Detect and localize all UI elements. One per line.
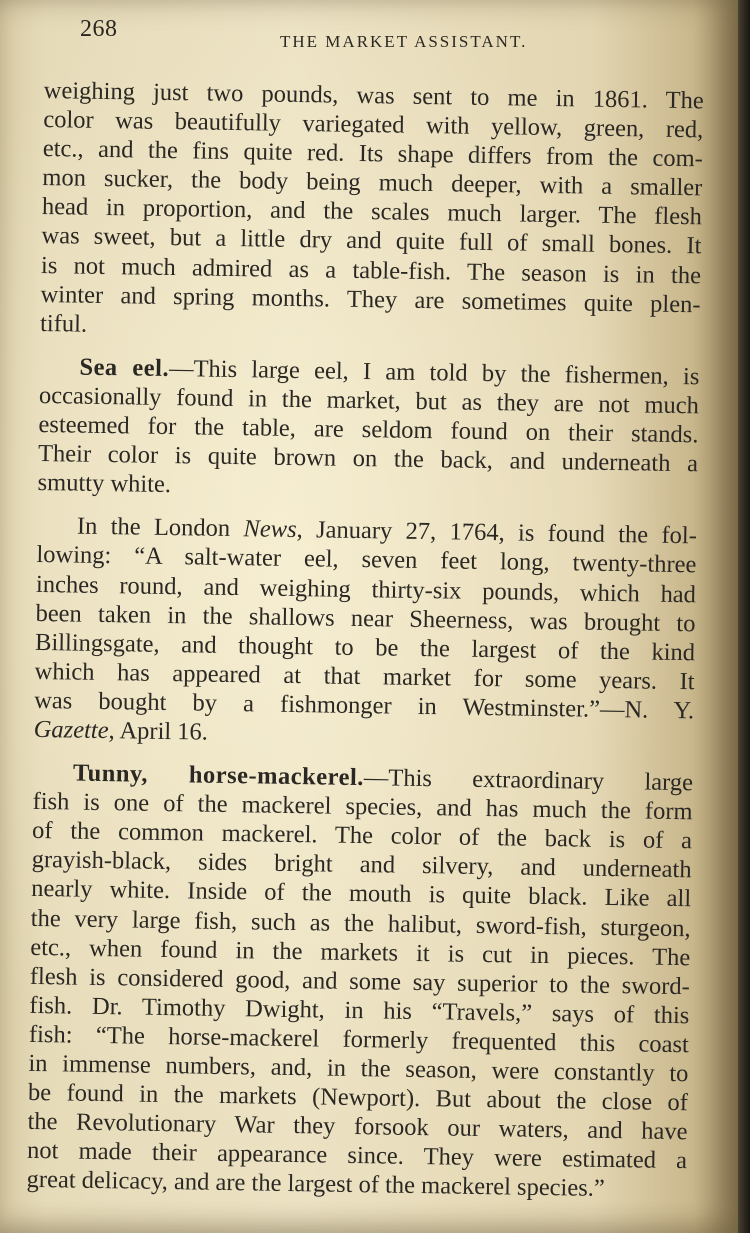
text-line: flesh is considered good, and some say superior to the sword- [29,962,690,1000]
text-line: mon sucker, the body being much deeper, with a smaller [42,164,703,202]
paragraph-london-news [34,511,698,754]
page-header [80,14,700,54]
text-line: be found in the markets (Newport). But about the close of [27,1078,689,1117]
text-line: is not much admired as a table-fish. The season is in the [40,251,702,289]
text-line: fish: “The horse-mackerel formerly frequented this coast [28,1020,690,1059]
text-line: esteemed for the table, are seldom found on their stands. [38,410,699,449]
text-line: winter and spring months. They are sometimes quite plen- [40,280,701,318]
text-line: in immense numbers, and, in the season, were constantly to [28,1049,689,1088]
text-line: fish is one of the mackerel species, and has much the form [32,788,693,826]
text-run: , April 16. [108,717,209,746]
text-line: tiful. [39,309,88,338]
entry-heading-tunny: Tunny, horse-mackerel. [72,759,365,792]
text-line: etc., when found in the markets it is cut in pieces. The [30,933,691,971]
text-line: fish. Dr. Timothy Dwight, in his “Travels,” says of this [29,991,690,1030]
paragraph-tunny [26,758,693,1205]
text-line: of the common mackerel. The color of the back is of a [31,817,693,855]
text-line: occasionally found in the market, but as they are not much [38,381,700,420]
running-head: THE MARKET ASSISTANT. [280,32,528,51]
text-line: head in proportion, and the scales much larger. The flesh [41,193,703,231]
text-run: , January 27, 1764, is found the fol- [296,516,698,550]
text-line: Their color is quite brown on the back, and underneath a [37,440,699,478]
page-number: 268 [80,16,118,42]
book-binding-edge [738,0,750,1233]
text-line: Billingsgate, and thought to be the largest of the kind [34,628,696,666]
text-line: was sweet, but a little dry and quite full of small bones. It [41,222,702,260]
text-run: —This large eel, I am told by the fishermen, is [168,354,700,391]
text-line: been taken in the shallows near Sheerness, was brought to [35,599,696,637]
text-line: etc., and the fins quite red. Its shape differs from the com- [42,135,703,173]
body-text [26,76,703,1205]
text-line: weighing just two pounds, was sent to me in 1861. The [43,76,704,115]
text-line: smutty white. [37,469,172,499]
text-line: was bought by a fishmonger in Westminster.”—N. Y. [33,686,695,725]
paragraph-sucker-continued [40,76,704,348]
text-run: In the London [76,512,244,543]
text-line: grayish-black, sides bright and silvery, and underneath [31,846,692,884]
text-line: color was beautifully variegated with yellow, green, red, [43,106,704,144]
text-line: nearly white. Inside of the mouth is quite black. Like all [31,875,692,913]
publication-title: News [243,515,297,544]
text-line: lowing: “A salt-water eel, seven feet long, twenty-three [36,541,697,579]
text-line: which has appeared at that market for some years. It [34,657,695,696]
publication-title: Gazette [33,715,109,745]
text-line: the very large fish, such as the halibut, sword-fish, sturgeon, [30,904,691,942]
text-line: inches round, and weighing thirty-six pounds, which had [35,570,697,608]
entry-heading-sea-eel: Sea eel. [79,353,170,382]
text-line: not made their appearance since. They were estimated a [26,1137,688,1175]
text-run: —This extraordinary large [363,764,694,797]
text-line: great delicacy, and are the largest of the mackerel species.” [26,1166,605,1203]
paragraph-sea-eel [37,352,699,508]
text-line: the Revolutionary War they forsook our waters, and have [27,1108,688,1146]
